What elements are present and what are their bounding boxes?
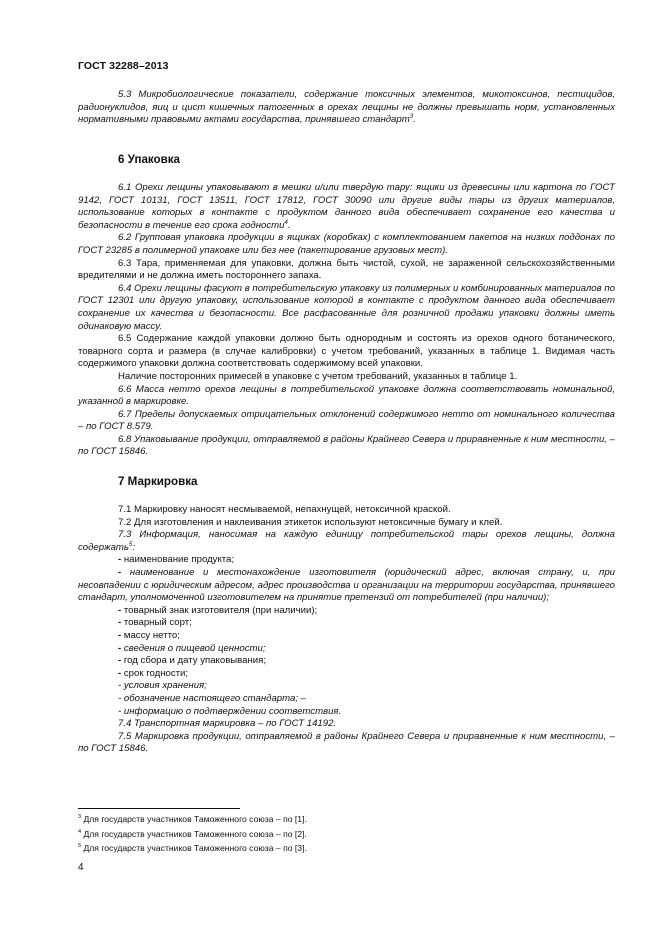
list-item: - обозначение настоящего стандарта; – [118,692,307,704]
list-item: - массу нетто; [118,629,180,641]
list-item: - товарный знак изготовителя (при наличии); [118,604,318,616]
paragraph-6-4: 6.4 Орехи лещины фасуют в потребительскую упаковку из полимерных и комбинированных материалов по ГОСТ 12301 или другую упаковку, использование которой в контакте с продуктом данного вида обеспечивает сохранение их качества и безопасности. Все расфасованные для розничной продажи упаковки должны иметь одинаковую массу. [78,282,615,332]
list-item: - наименование продукта; [118,554,235,566]
list-item: - информацию о подтверждении соответствия. [118,705,342,717]
footnote-ref[interactable]: 4 [284,219,288,226]
paragraph-6-6: 6.6 Масса нетто орехов лещины в потребительской упаковке должна соответствовать номинальной, указанной в маркировке. [78,383,615,408]
paragraph-6-3: 6.3 Тара, применяемая для упаковки, должна быть чистой, сухой, не зараженной сельскохозяйственными вредителями и не должна иметь постороннего запаха. [78,257,615,282]
footnote-divider [78,808,240,809]
paragraph-tail: : [132,541,135,553]
paragraph-6-7: 6.7 Пределы допускаемых отрицательных отклонений содержимого нетто от номинального количества – по ГОСТ 8.579. [78,408,615,433]
paragraph-7-4: 7.4 Транспортная маркировка – по ГОСТ 14192. [118,718,337,730]
footnote: $^4$ Для государств участников Таможенного союза – по [2]. [78,829,307,839]
paragraph-7-2: 7.2 Для изготовления и наклеивания этикеток используют нетоксичные бумагу и клей. [118,516,503,528]
section-7-title: 7 Маркировка [118,475,198,488]
list-item: - товарный сорт; [118,617,192,629]
paragraph-6-5-note: Наличие посторонних примесей в упаковке с учетом требований, указанных в таблице 1. [118,370,518,382]
list-item: - год сбора и дату упаковывания; [118,655,267,667]
list-item: - наименование и местонахождение изготовителя (юридический адрес, включая страну, и, при несовпадении с юридическим адресом, адрес производства и организации на территории государства, принявшего стандарт, уполномоченной изготовителем на принятие претензий от потребителей (при наличии); [78,566,615,604]
paragraph-7-1: 7.1 Маркировку наносят несмываемой, непахнущей, нетоксичной краской. [118,504,451,515]
paragraph-5-3 [78,89,615,127]
footnote: $^5$ Для государств участников Таможенного союза – по [3]. [78,843,307,853]
section-7-body [78,504,615,756]
footnote-ref[interactable]: 3 [409,114,414,120]
standard-header: ГОСТ 32288–2013 [78,60,169,72]
list-item: - сведения о пищевой ценности; [118,642,266,654]
paragraph-7-3: 7.3 Информация, наносимая на каждую единицу потребительской тары орехов лещины, должна содержать [78,529,615,553]
section-6-title: 6 Упаковка [118,153,180,166]
section-6-body [78,182,615,459]
paragraph-text: 5.3 Микробиологические показатели, содержание токсичных элементов, микотоксинов, пестицидов, радионуклидов, яиц и цист кишечных патогенных в орехах лещины не должны превышать норм, установленных нормативными правовыми актами государства, принявшего стандарт [78,89,615,126]
paragraph-6-8: 6.8 Упаковывание продукции, отправляемой в районы Крайнего Севера и приравненные к ним местности, – по ГОСТ 15846. [78,433,615,458]
paragraph-6-5: 6.5 Содержание каждой упаковки должно быть однородным и состоять из орехов одного ботанического, товарного сорта и размера (в случае калибровки) с учетом требований, указанных в таблице 1. Видимая часть содержимого упаковки должна соответствовать содержимому всей упаковки. [78,333,615,370]
paragraph-tail: . [287,219,291,231]
paragraph-6-1: 6.1 Орехи лещины упаковывают в мешки и/или твердую тару: ящики из древесины или картона по ГОСТ 9142, ГОСТ 10131, ГОСТ 13511, ГОСТ 17812, ГОСТ 30090 или другие виды тары из других материалов, использование которых в контакте с продуктом данного вида обеспечивает сохранение его качества и безопасности в течение его срока годности [78,182,615,231]
paragraph-7-5: 7.5 Маркировка продукции, отправляемой в районы Крайнего Севера и приравненные к ним местности, – по ГОСТ 15846. [78,730,615,755]
list-item: - условия хранения; [118,680,207,692]
footnote-ref[interactable]: 5 [128,541,133,548]
footnote: $^3$ Для государств участников Таможенного союза – по [1]. [78,814,307,824]
page-number: 4 [78,862,84,873]
paragraph-tail: . [413,114,416,126]
paragraph-6-2: 6.2 Групповая упаковка продукции в ящиках (коробках) с комплектованием пакетов на низких поддонах по ГОСТ 23285 в полимерной упаковке или без нее (пакетирование грузовых мест). [78,232,615,256]
list-item: - срок годности; [118,667,189,679]
